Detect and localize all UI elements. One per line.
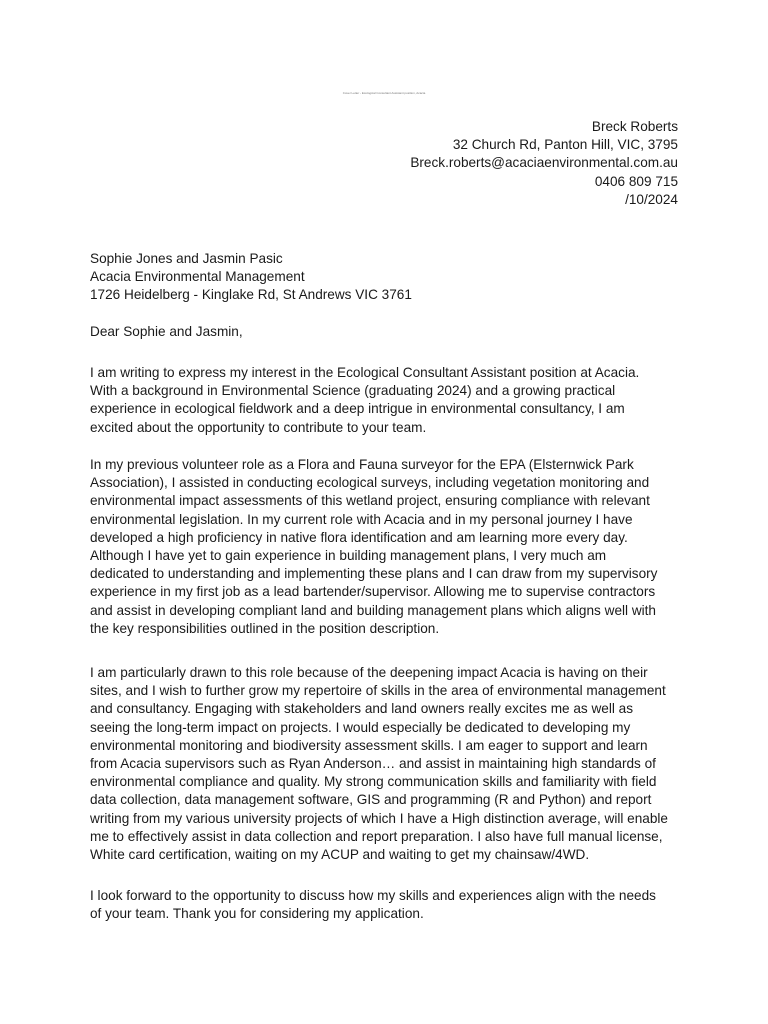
- paragraph-line: seeing the long-term impact on projects. I would especially be dedicated to developing my: [90, 719, 631, 735]
- recipient-organisation: Acacia Environmental Management: [90, 269, 305, 285]
- paragraph-line: writing from my various university projects of which I have a High distinction average, will enable: [90, 810, 668, 826]
- letter-date: /10/2024: [625, 191, 678, 207]
- paragraph-line: from Acacia supervisors such as Ryan Anderson… and assist in maintaining high standards of: [90, 756, 656, 772]
- recipient-names: Sophie Jones and Jasmin Pasic: [90, 251, 283, 266]
- sender-address: 32 Church Rd, Panton Hill, VIC, 3795: [452, 137, 678, 153]
- salutation: Dear Sophie and Jasmin,: [90, 324, 243, 339]
- body-paragraph-experience: [90, 456, 690, 638]
- paragraph-line: I am writing to express my interest in the Ecological Consultant Assistant position at Acacia.: [90, 365, 640, 380]
- paragraph-line: I look forward to the opportunity to discuss how my skills and experiences align with the needs: [90, 888, 656, 903]
- paragraph-line: excited about the opportunity to contribute to your team.: [90, 419, 427, 435]
- paragraph-line: In my previous volunteer role as a Flora and Fauna surveyor for the EPA (Elsternwick Park: [90, 457, 634, 472]
- sender-block: [410, 118, 678, 209]
- paragraph-line: sites, and I wish to further grow my repertoire of skills in the area of environmental management: [90, 683, 666, 699]
- recipient-address: 1726 Heidelberg - Kinglake Rd, St Andrews VIC 3761: [90, 287, 412, 303]
- paragraph-line: developed a high proficiency in native flora identification and am learning more every day.: [90, 529, 628, 545]
- paragraph-line: environmental impact assessments of this wetland project, ensuring compliance with relevant: [90, 493, 650, 509]
- sender-email: Breck.roberts@acaciaenvironmental.com.au: [410, 155, 678, 171]
- paragraph-line: Association), I assisted in conducting ecological surveys, including vegetation monitoring and: [90, 475, 650, 491]
- paragraph-line: of your team. Thank you for considering my application.: [90, 906, 424, 922]
- recipient-block: [90, 250, 412, 305]
- paragraph-line: experience in ecological fieldwork and a deep intrigue in environmental consultancy, I am: [90, 401, 625, 417]
- paragraph-line: With a background in Environmental Science (graduating 2024) and a growing practical: [90, 383, 616, 399]
- paragraph-line: Although I have yet to gain experience in building management plans, I very much am: [90, 548, 607, 564]
- paragraph-line: data collection, data management software, GIS and programming (R and Python) and report: [90, 792, 652, 808]
- paragraph-line: me to effectively assist in data collection and report preparation. I also have full manual license,: [90, 828, 663, 844]
- paragraph-line: White card certification, waiting on my ACUP and waiting to get my chainsaw/4WD.: [90, 847, 590, 863]
- paragraph-line: I am particularly drawn to this role because of the deepening impact Acacia is having on their: [90, 665, 648, 680]
- paragraph-line: the key responsibilities outlined in the position description.: [90, 620, 440, 636]
- paragraph-line: environmental compliance and quality. My strong communication skills and familiarity with field: [90, 774, 657, 790]
- body-paragraph-intro: [90, 364, 690, 437]
- paragraph-line: and assist in developing compliant land and building management plans which aligns well with: [90, 602, 656, 618]
- paragraph-line: environmental monitoring and biodiversity assessment skills. I am eager to support and learn: [90, 737, 648, 753]
- paragraph-line: environmental legislation. In my current role with Acacia and in my personal journey I have: [90, 511, 633, 527]
- paragraph-line: dedicated to understanding and implementing these plans and I can draw from my supervisory: [90, 566, 658, 582]
- sender-phone: 0406 809 715: [594, 173, 678, 189]
- running-header: Cover Letter - Ecological Consultant Assistant position, Acacia: [342, 91, 426, 95]
- paragraph-line: and consultancy. Engaging with stakeholders and land owners really excites me as well as: [90, 701, 634, 717]
- body-paragraph-closing: [90, 887, 690, 923]
- sender-name: Breck Roberts: [591, 119, 678, 134]
- body-paragraph-motivation: [90, 664, 690, 864]
- paragraph-line: experience in my first job as a lead bartender/supervisor. Allowing me to supervise contractors: [90, 584, 656, 600]
